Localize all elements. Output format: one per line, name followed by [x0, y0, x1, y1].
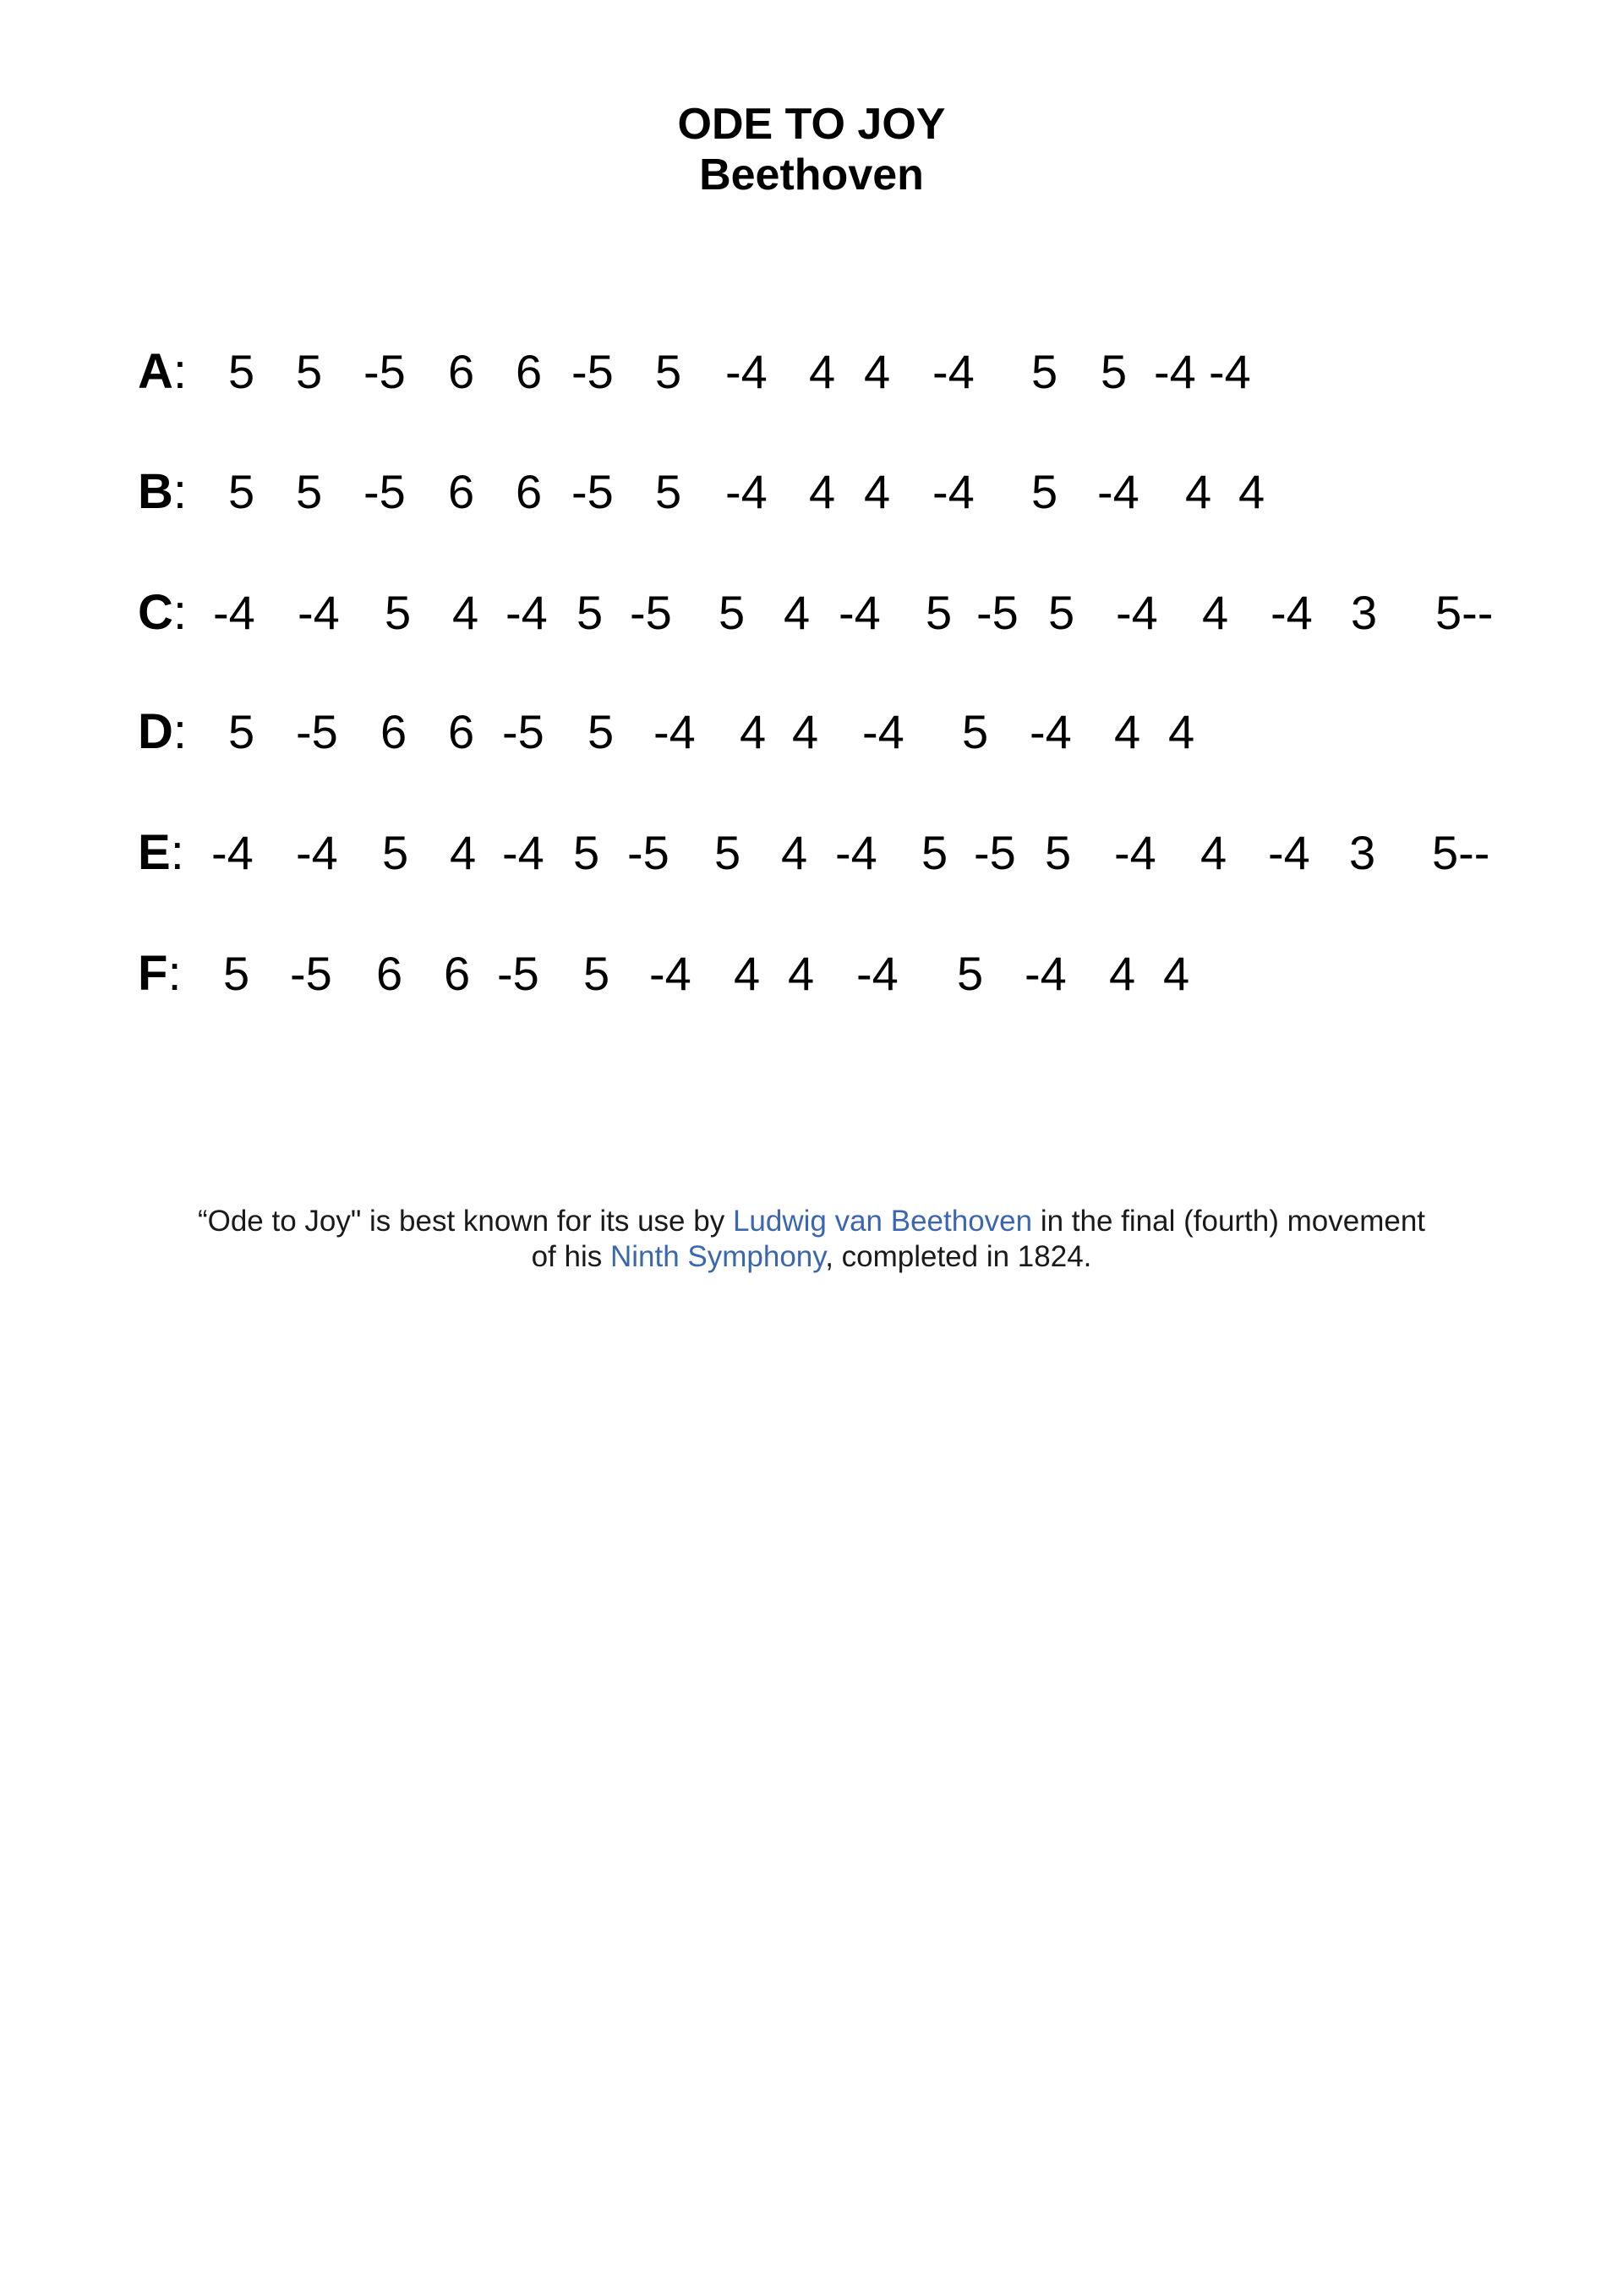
harmonica-note: 5 [577, 586, 604, 639]
composer-name: Beethoven [699, 150, 924, 200]
harmonica-note: -5 [502, 705, 544, 758]
harmonica-note: 5 [957, 947, 984, 1000]
harmonica-note: 4 [734, 947, 761, 1000]
tab-row-f [0, 944, 1623, 1003]
harmonica-note: -4 [856, 947, 899, 1000]
harmonica-note: -4 [296, 826, 338, 879]
harmonica-note: 5 [926, 586, 953, 639]
row-letter: E [138, 825, 171, 880]
harmonica-note: 4 [864, 345, 891, 398]
harmonica-note: 5 [921, 826, 948, 879]
harmonica-note: 6 [448, 465, 475, 518]
harmonica-note: 4 [809, 345, 836, 398]
harmonica-note: 5 [385, 586, 412, 639]
harmonica-note: 4 [1163, 947, 1190, 1000]
harmonica-note: 5 [587, 705, 615, 758]
row-letter: D [138, 704, 173, 759]
row-letter: C [138, 585, 173, 640]
ninth-symphony-link[interactable]: Ninth Symphony [609, 1240, 826, 1273]
harmonica-note: 4 [1114, 705, 1141, 758]
footnote-line-2 [0, 1239, 1623, 1275]
harmonica-note: 4 [788, 947, 815, 1000]
harmonica-note: 5 [962, 705, 989, 758]
harmonica-note: 6 [444, 947, 471, 1000]
harmonica-note: 5 [1045, 826, 1072, 879]
harmonica-note: -5 [976, 586, 1019, 639]
harmonica-note: -4 [1154, 345, 1196, 398]
footnote-text: in the final (fourth) movement [1032, 1205, 1426, 1238]
harmonica-note: -4 [649, 947, 691, 1000]
harmonica-note: -4 [211, 826, 254, 879]
harmonica-note: 4 [1238, 465, 1265, 518]
harmonica-note: -5 [627, 826, 669, 879]
harmonica-note: 4 [1185, 465, 1212, 518]
footnote-text: “Ode to Joy" is best known for its use by [197, 1205, 733, 1238]
harmonica-note: -4 [1209, 345, 1251, 398]
harmonica-note: -4 [1030, 705, 1072, 758]
harmonica-note: -4 [213, 586, 255, 639]
tab-row-b [0, 462, 1623, 522]
harmonica-note: -4 [835, 826, 877, 879]
footnote [0, 1204, 1623, 1275]
harmonica-note: 5 [573, 826, 600, 879]
harmonica-note: -5 [497, 947, 539, 1000]
harmonica-note: 3 [1351, 586, 1378, 639]
footnote-text: of his [531, 1240, 610, 1273]
harmonica-note: 4 [1168, 705, 1195, 758]
harmonica-note: 5 [655, 465, 682, 518]
row-label: B: [138, 464, 188, 519]
harmonica-note: 5 [228, 705, 255, 758]
harmonica-note: 4 [809, 465, 836, 518]
harmonica-note: -5 [290, 947, 332, 1000]
harmonica-note: 4 [1200, 826, 1227, 879]
harmonica-note: 4 [740, 705, 767, 758]
harmonica-note: -5 [571, 345, 614, 398]
harmonica-note: 5 [382, 826, 409, 879]
harmonica-note: 4 [452, 586, 479, 639]
row-letter: A [138, 344, 173, 399]
harmonica-note: 5 [1101, 345, 1128, 398]
row-label: C: [138, 585, 188, 640]
harmonica-note: 5 [296, 465, 323, 518]
row-label: F: [138, 946, 182, 1001]
harmonica-note: 5 [223, 947, 250, 1000]
harmonica-note: 5 [1031, 465, 1058, 518]
harmonica-note: 5 [228, 345, 255, 398]
page-title: ODE TO JOY [677, 100, 946, 149]
harmonica-note: 5-- [1432, 826, 1490, 879]
harmonica-note: -4 [298, 586, 340, 639]
harmonica-note: -4 [862, 705, 904, 758]
harmonica-note: -5 [296, 705, 338, 758]
harmonica-note: -4 [839, 586, 881, 639]
tab-row-d [0, 702, 1623, 762]
tab-row-a [0, 342, 1623, 402]
harmonica-note: 6 [380, 705, 407, 758]
harmonica-note: 5 [1048, 586, 1075, 639]
harmonica-note: 5 [296, 345, 323, 398]
harmonica-note: 6 [516, 465, 543, 518]
harmonica-note: 5 [714, 826, 741, 879]
harmonica-note: 6 [448, 345, 475, 398]
harmonica-note: 5 [655, 345, 682, 398]
footnote-text: , completed in 1824. [825, 1240, 1092, 1273]
harmonica-note: 4 [784, 586, 811, 639]
harmonica-note: -4 [1097, 465, 1139, 518]
row-letter: B [138, 464, 173, 519]
harmonica-note: -5 [571, 465, 614, 518]
harmonica-note: -5 [974, 826, 1016, 879]
harmonica-note: -4 [1116, 586, 1158, 639]
row-letter: F [138, 946, 168, 1001]
tab-row-c [0, 583, 1623, 642]
harmonica-note: 4 [864, 465, 891, 518]
harmonica-note: 4 [1202, 586, 1229, 639]
harmonica-note: -5 [630, 586, 672, 639]
row-label: E: [138, 825, 184, 880]
harmonica-note: 3 [1349, 826, 1376, 879]
harmonica-note: -4 [502, 826, 544, 879]
harmonica-note: -4 [1268, 826, 1310, 879]
harmonica-note: 5 [228, 465, 255, 518]
harmonica-note: -5 [363, 465, 406, 518]
tab-row-e [0, 823, 1623, 883]
harmonica-note: 5 [1031, 345, 1058, 398]
harmonica-note: -4 [1271, 586, 1313, 639]
harmonica-note: 6 [448, 705, 475, 758]
harmonica-note: -5 [363, 345, 406, 398]
harmonica-note: -4 [725, 465, 768, 518]
harmonica-note: -4 [932, 465, 975, 518]
harmonica-note: -4 [653, 705, 696, 758]
harmonica-note: 5 [719, 586, 746, 639]
footnote-line-1 [0, 1204, 1623, 1239]
harmonica-note: 5-- [1435, 586, 1494, 639]
harmonica-note: -4 [505, 586, 548, 639]
harmonica-note: 4 [450, 826, 477, 879]
harmonica-note: 6 [516, 345, 543, 398]
beethoven-link[interactable]: Ludwig van Beethoven [732, 1205, 1033, 1238]
harmonica-note: 4 [792, 705, 819, 758]
harmonica-note: -4 [725, 345, 768, 398]
harmonica-note: 4 [1109, 947, 1136, 1000]
harmonica-note: 6 [376, 947, 403, 1000]
row-label: D: [138, 704, 188, 759]
row-label: A: [138, 344, 188, 399]
harmonica-note: -4 [932, 345, 975, 398]
harmonica-note: -4 [1025, 947, 1067, 1000]
harmonica-note: 5 [583, 947, 610, 1000]
harmonica-note: -4 [1114, 826, 1156, 879]
harmonica-note: 4 [781, 826, 808, 879]
